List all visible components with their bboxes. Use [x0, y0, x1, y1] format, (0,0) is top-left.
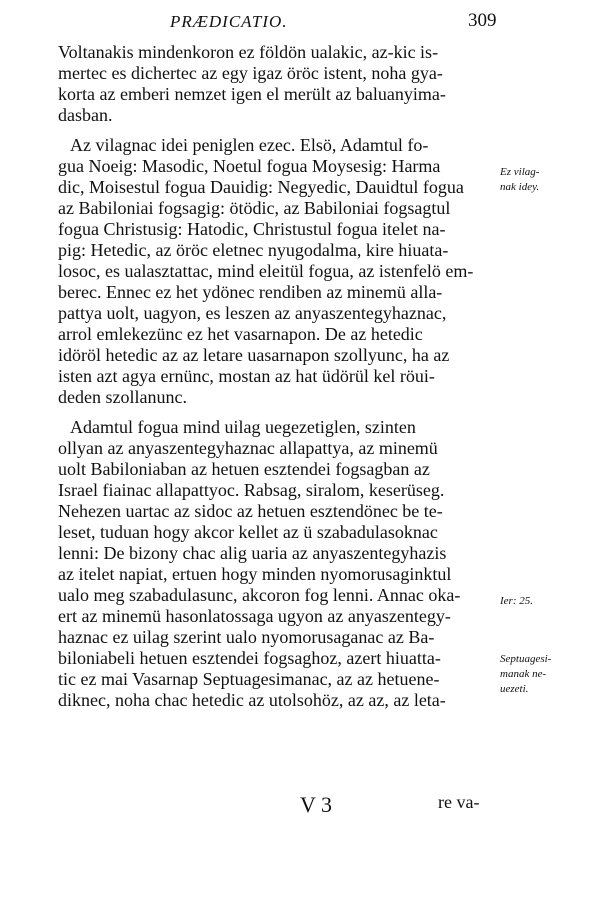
text-line: ert az minemü hasonlatossaga ugyon az anyaszentegy-	[58, 606, 451, 626]
text-line: deden szollanunc.	[58, 387, 187, 407]
text-line: pattya uolt, uagyon, es leszen az anyaszentegyhaznac,	[58, 303, 447, 323]
text-line: arrol emlekezünc ez het vasarnapon. De az hetedic	[58, 324, 423, 344]
text-line: fogua Christusig: Hatodic, Christustul fogua itelet na-	[58, 219, 446, 239]
text-line: Adamtul fogua mind uilag uegezetiglen, szinten	[70, 417, 416, 437]
text-line: idöröl hetedic az az letare uasarnapon szollyunc, ha az	[58, 345, 450, 365]
text-line: uolt Babiloniaban az hetuen esztendei fogsagban az	[58, 459, 430, 479]
text-line: ollyan az anyaszentegyhaznac allapattya, az minemü	[58, 438, 438, 458]
text-line: isten azt agya ernünc, mostan az hat üdörül kel röui-	[58, 366, 435, 386]
text-line: az itelet napiat, ertuen hogy minden nyomorusaginktul	[58, 564, 452, 584]
text-line: berec. Ennec ez het ydönec rendiben az minemü alla-	[58, 282, 443, 302]
text-line: losoc, es ualasztattac, mind eleitül fogua, az istenfelö em-	[58, 261, 474, 281]
text-line: dasban.	[58, 105, 113, 125]
margin-note: Septuagesi-	[500, 653, 552, 665]
signature-mark: V 3	[300, 792, 332, 817]
margin-note: uezeti.	[500, 683, 529, 695]
text-line: az Babiloniai fogsagig: ötödic, az Babiloniai fogsagtul	[58, 198, 451, 218]
text-line: Nehezen uartac az sidoc az hetuen esztendönec be te-	[58, 501, 443, 521]
margin-note: nak idey.	[500, 181, 540, 193]
margin-note: manak ne-	[500, 668, 547, 680]
text-line: tic ez mai Vasarnap Septuagesimanac, az az hetuene-	[58, 669, 440, 689]
running-title: PRÆDICATIO.	[170, 12, 288, 31]
text-line: biloniabeli hetuen esztendei fogsaghoz, azert hiuatta-	[58, 648, 441, 668]
text-line: haznac ez uilag szerint ualo nyomorusaganac az Ba-	[58, 627, 435, 647]
text-line: diknec, noha chac hetedic az utolsohöz, az az, az leta-	[58, 690, 446, 710]
text-line: lenni: De bizony chac alig uaria az anyaszentegyhazis	[58, 543, 447, 563]
margin-note: Ier: 25.	[500, 595, 533, 607]
text-line: gua Noeig: Masodic, Noetul fogua Moysesig: Harma	[58, 156, 441, 176]
text-line: leset, tuduan hogy akcor kellet az ü szabadulasoknac	[58, 522, 438, 542]
text-line: ualo meg szabadulasunc, akcoron fog lenni. Annac oka-	[58, 585, 461, 605]
body-text	[58, 42, 498, 711]
text-line: dic, Moisestul fogua Dauidig: Negyedic, Dauidtul fogua	[58, 177, 464, 197]
catchword: re va-	[438, 792, 480, 812]
text-line: Voltanakis mindenkoron ez földön ualakic, az-kic is-	[58, 42, 439, 62]
text-line: pig: Hetedic, az öröc eletnec nyugodalma, kire hiuata-	[58, 240, 449, 260]
text-line: korta az emberi nemzet igen el merült az baluanyima-	[58, 84, 446, 104]
text-line: Az vilagnac idei peniglen ezec. Elsö, Adamtul fo-	[70, 135, 429, 155]
margin-note: Ez vilag-	[500, 166, 540, 178]
page-number: 309	[468, 10, 497, 31]
text-line: mertec es dichertec az egy igaz öröc istent, noha gya-	[58, 63, 443, 83]
text-line: Israel fiainac allapattyoc. Rabsag, siralom, keserüseg.	[58, 480, 445, 500]
